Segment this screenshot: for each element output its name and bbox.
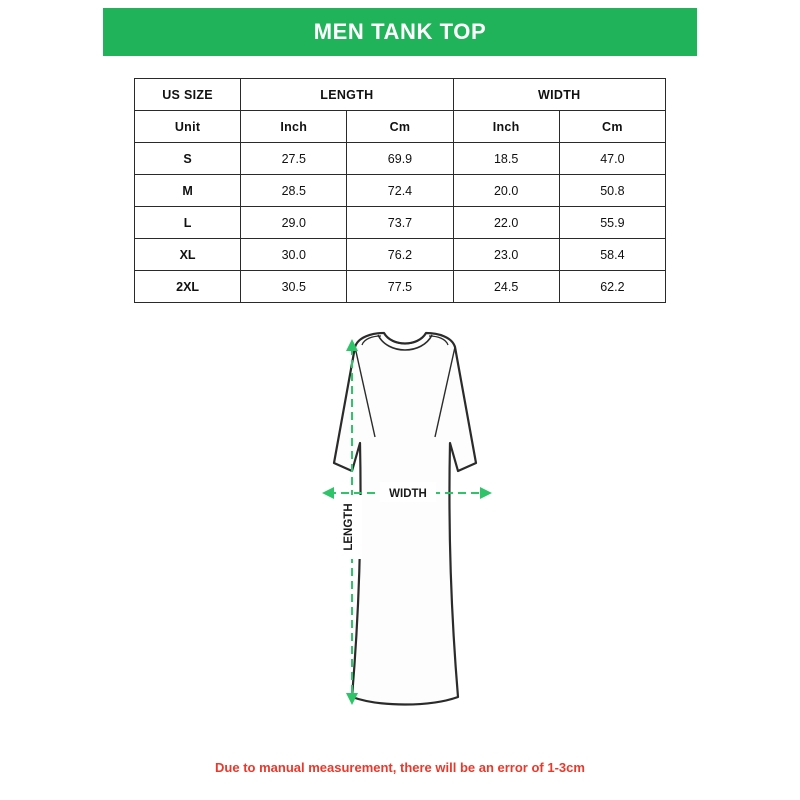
unit-label: Unit — [135, 111, 241, 143]
unit-width-inch: Inch — [453, 111, 559, 143]
row-width-inch: 22.0 — [453, 207, 559, 239]
row-length-cm: 69.9 — [347, 143, 453, 175]
group-header-length: LENGTH — [241, 79, 453, 111]
row-size: XL — [135, 239, 241, 271]
row-width-inch: 24.5 — [453, 271, 559, 303]
row-width-cm: 50.8 — [559, 175, 665, 207]
group-header-us-size: US SIZE — [135, 79, 241, 111]
table-row — [135, 239, 666, 271]
row-width-cm: 62.2 — [559, 271, 665, 303]
row-width-cm: 58.4 — [559, 239, 665, 271]
unit-length-cm: Cm — [347, 111, 453, 143]
row-width-inch: 20.0 — [453, 175, 559, 207]
header-banner — [103, 8, 697, 56]
table-row — [135, 271, 666, 303]
size-table-container — [134, 78, 666, 303]
size-table — [134, 78, 666, 303]
row-length-inch: 30.0 — [241, 239, 347, 271]
row-width-inch: 23.0 — [453, 239, 559, 271]
row-width-cm: 55.9 — [559, 207, 665, 239]
row-width-inch: 18.5 — [453, 143, 559, 175]
page-title: MEN TANK TOP — [313, 19, 487, 44]
unit-width-cm: Cm — [559, 111, 665, 143]
row-length-inch: 28.5 — [241, 175, 347, 207]
table-row — [135, 207, 666, 239]
row-length-cm: 76.2 — [347, 239, 453, 271]
garment-illustration — [280, 325, 530, 725]
table-row — [135, 175, 666, 207]
group-header-width: WIDTH — [453, 79, 665, 111]
width-label: WIDTH — [389, 488, 427, 500]
row-size: S — [135, 143, 241, 175]
row-length-inch: 29.0 — [241, 207, 347, 239]
unit-length-inch: Inch — [241, 111, 347, 143]
measurement-disclaimer: Due to manual measurement, there will be an error of 1-3cm — [215, 760, 585, 775]
row-length-cm: 72.4 — [347, 175, 453, 207]
table-unit-row — [135, 111, 666, 143]
table-row — [135, 143, 666, 175]
row-length-cm: 77.5 — [347, 271, 453, 303]
row-size: M — [135, 175, 241, 207]
table-group-header-row — [135, 79, 666, 111]
row-length-cm: 73.7 — [347, 207, 453, 239]
row-width-cm: 47.0 — [559, 143, 665, 175]
length-label: LENGTH — [343, 503, 355, 551]
row-length-inch: 30.5 — [241, 271, 347, 303]
row-length-inch: 27.5 — [241, 143, 347, 175]
row-size: L — [135, 207, 241, 239]
row-size: 2XL — [135, 271, 241, 303]
